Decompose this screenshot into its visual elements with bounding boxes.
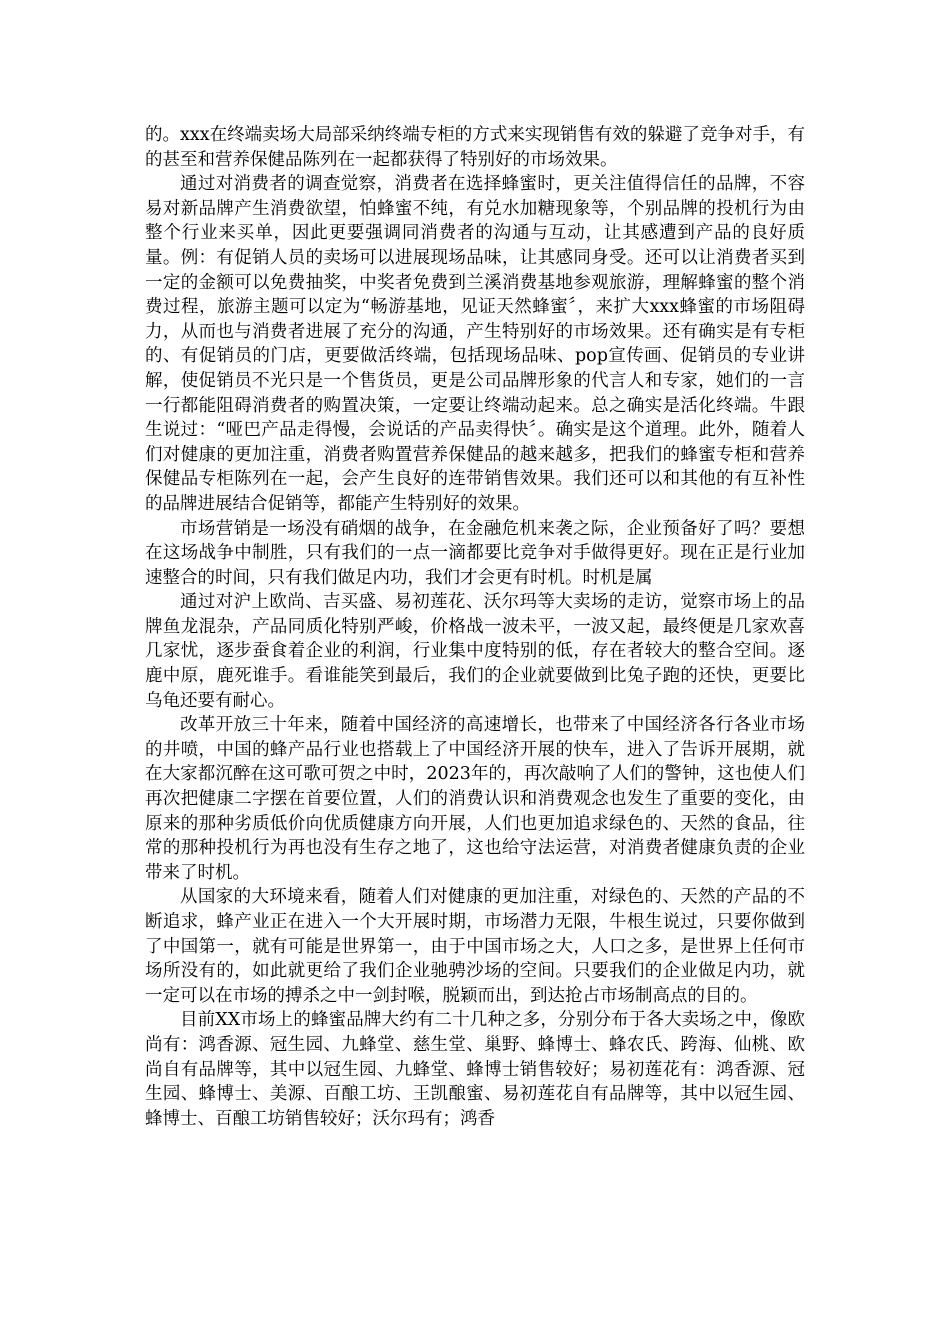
paragraph-1: 的。xxx在终端卖场大局部采纳终端专柜的方式来实现销售有效的躲避了竞争对手，有的甚至和营养保健品陈列在一起都获得了特别好的市场效果。: [145, 125, 805, 170]
paragraph-2: 通过对消费者的调查觉察，消费者在选择蜂蜜时，更关注值得信任的品牌，不容易对新品牌产生消费欲望，怕蜂蜜不纯，有兑水加糖现象等，个别品牌的投机行为由整个行业来买单，因此更要强调同消费者的沟通与互动，让其感遭到产品的良好质量。例：有促销人员的卖场可以进展现场品味，让其感同身受。还可以让消费者买到一定的金额可以免费抽奖，中奖者免费到兰溪消费基地参观旅游，理解蜂蜜的整个消费过程，旅游主题可以定为“畅游基地，见证天然蜂蜜〞，来扩大xxx蜂蜜的市场阻碍力，从而也与消费者进展了充分的沟通，产生特别好的市场效果。还有确实是有专柜的、有促销员的门店，更要做活终端，包括现场品味、pop宣传画、促销员的专业讲解，使促销员不光只是一个售货员，更是公司品牌形象的代言人和专家，她们的一言一行都能阻碍消费者的购置决策，一定要让终端动起来。总之确实是活化终端。牛跟生说过：“哑巴产品走得慢，会说话的产品卖得快〞。确实是这个道理。此外，随着人们对健康的更加注重，消费者购置营养保健品的越来越多，把我们的蜂蜜专柜和营养保健品专柜陈列在一起，会产生良好的连带销售效果。我们还可以和其他的有互补性的品牌进展结合促销等，都能产生特别好的效果。: [145, 174, 805, 514]
paragraph-3: 市场营销是一场没有硝烟的战争，在金融危机来袭之际，企业预备好了吗？要想在这场战争中制胜，只有我们的一点一滴都要比竞争对手做得更好。现在正是行业加速整合的时间，只有我们做足内功，我们才会更有时机。时机是属: [145, 518, 805, 588]
paragraph-6: 从国家的大环境来看，随着人们对健康的更加注重，对绿色的、天然的产品的不断追求，蜂产业正在进入一个大开展时期，市场潜力无限，牛根生说过，只要你做到了中国第一，就有可能是世界第一，由于中国市场之大，人口之多，是世界上任何市场所没有的，如此就更给了我们企业驰骋沙场的空间。只要我们的企业做足内功，就一定可以在市场的搏杀之中一剑封喉，脱颖而出，到达抢占市场制高点的目的。: [145, 887, 805, 1006]
document-body: [145, 123, 805, 1131]
paragraph-5: 改革开放三十年来，随着中国经济的高速增长，也带来了中国经济各行各业市场的井喷，中国的蜂产品行业也搭载上了中国经济开展的快车，进入了告诉开展期，就在大家都沉醉在这可歌可贺之中时，2023年的，再次敲响了人们的警钟，这也使人们再次把健康二字摆在首要位置，人们的消费认识和消费观念也发生了重要的变化，由原来的那种劣质低价向优质健康方向开展，人们也更加追求绿色的、天然的食品，往常的那种投机行为再也没有生存之地了，这也给守法运营，对消费者健康负责的企业带来了时机。: [145, 715, 805, 883]
paragraph-4: 通过对沪上欧尚、吉买盛、易初莲花、沃尔玛等大卖场的走访，觉察市场上的品牌鱼龙混杂，产品同质化特别严峻，价格战一波未平，一波又起，最终便是几家欢喜几家忧，逐步蚕食着企业的利润，行业集中度特别的低，存在者较大的整合空间。逐鹿中原，鹿死谁手。看谁能笑到最后，我们的企业就要做到比兔子跑的还快，更要比乌龟还要有耐心。: [145, 592, 805, 711]
paragraph-7: 目前XX市场上的蜂蜜品牌大约有二十几种之多，分别分布于各大卖场之中，像欧尚有：鸿香源、冠生园、九蜂堂、慈生堂、巢野、蜂博士、蜂农氏、跨海、仙桃、欧尚自有品牌等，其中以冠生园、九蜂堂、蜂博士销售较好；易初莲花有：鸿香源、冠生园、蜂博士、美源、百酿工坊、王凯酿蜜、易初莲花自有品牌等，其中以冠生园、蜂博士、百酿工坊销售较好；沃尔玛有；鸿香: [145, 1010, 805, 1129]
